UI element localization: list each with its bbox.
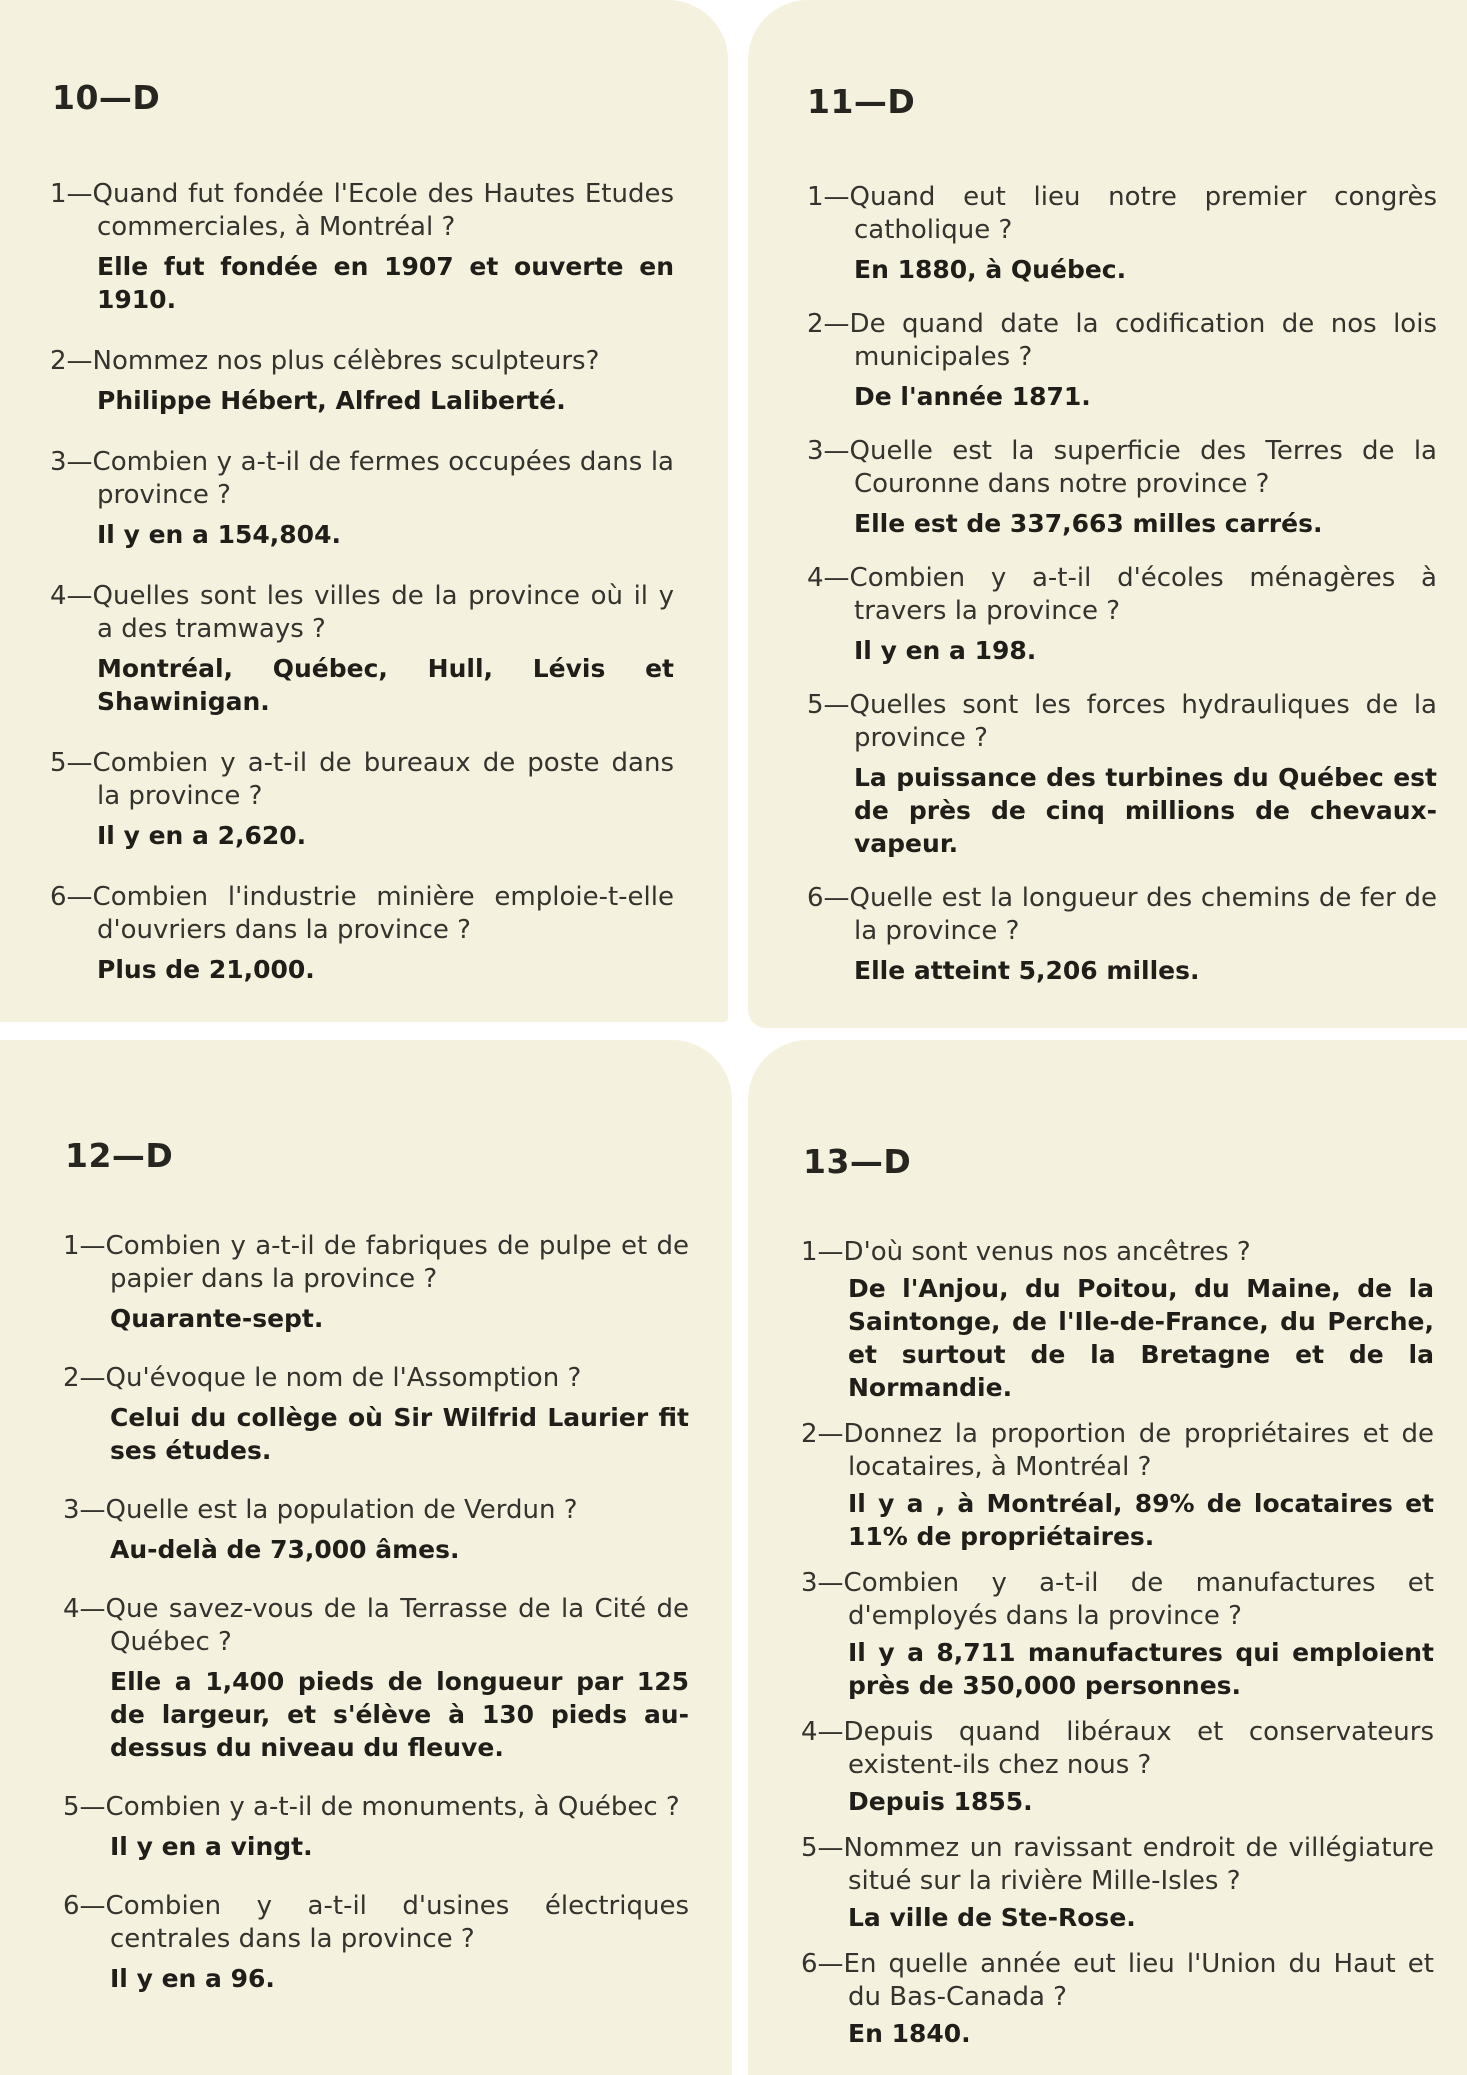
question-text: Combien y a-t-il d'écoles ménagères à travers la province ? [849,563,1437,626]
quiz-card-10 [0,0,728,1022]
question-number: 5— [801,1833,844,1863]
qa-item [807,689,1437,860]
question-number: 1— [801,1237,844,1267]
question [63,1362,689,1395]
question-text: Quand eut lieu notre premier congrès catholique ? [849,182,1437,245]
qa-item [50,345,674,417]
question [807,308,1437,374]
question-text: Combien y a-t-il de manufactures et d'employés dans la province ? [843,1568,1434,1631]
question [63,1890,689,1956]
question-text: Combien y a-t-il de fermes occupées dans la province ? [92,447,674,510]
qa-item [50,881,674,986]
answer: Celui du collège où Sir Wilfrid Laurier fit ses études. [110,1403,689,1465]
answer: Elle est de 337,663 milles carrés. [854,509,1323,538]
qa-item [63,1362,689,1467]
question-text: Depuis quand libéraux et conservateurs existent-ils chez nous ? [843,1717,1434,1780]
answer: Montréal, Québec, Hull, Lévis et Shawinigan. [97,654,674,716]
question-text: Que savez-vous de la Terrasse de la Cité de Québec ? [105,1594,689,1657]
question-text: Nommez nos plus célèbres sculpteurs? [92,346,600,376]
question-number: 6— [63,1891,106,1921]
question-list [50,178,674,1015]
quiz-card-11 [748,0,1467,1028]
qa-item [801,1567,1434,1702]
question [801,1948,1434,2014]
qa-item [801,1832,1434,1934]
question [63,1791,689,1824]
question [50,747,674,813]
question [50,178,674,244]
question-text: Combien y a-t-il de bureaux de poste dans la province ? [92,748,674,811]
qa-item [801,1948,1434,2050]
question-number: 3— [63,1495,106,1525]
qa-item [807,882,1437,987]
question [63,1593,689,1659]
question-text: En quelle année eut lieu l'Union du Haut et du Bas-Canada ? [843,1949,1434,2012]
question-number: 4— [807,563,850,593]
question-list [801,1236,1434,2064]
question-text: Combien y a-t-il d'usines électriques centrales dans la province ? [105,1891,689,1954]
question-text: Combien y a-t-il de monuments, à Québec ? [105,1792,680,1822]
question [801,1418,1434,1484]
answer: La ville de Ste-Rose. [848,1903,1136,1932]
question-number: 5— [807,690,850,720]
question-number: 4— [801,1717,844,1747]
question-number: 3— [50,447,93,477]
answer: Il y a 8,711 manufactures qui emploient près de 350,000 personnes. [848,1638,1434,1700]
answer: Elle a 1,400 pieds de longueur par 125 de largeur, et s'élève à 130 pieds au-dessus du niveau du fleuve. [110,1667,689,1762]
answer: Il y en a 198. [854,636,1037,665]
question-number: 2— [807,309,850,339]
question [63,1494,689,1527]
card-title: 13—D [803,1142,912,1181]
answer: De l'Anjou, du Poitou, du Maine, de la Saintonge, de l'Ile-de-France, du Perche, et surtout de la Bretagne et de la Normandie. [848,1274,1434,1402]
question-number: 4— [63,1594,106,1624]
question-list [63,1230,689,2022]
question-text: Combien l'industrie minière emploie-t-elle d'ouvriers dans la province ? [92,882,674,945]
question-text: Quelles sont les forces hydrauliques de la province ? [849,690,1437,753]
answer: Plus de 21,000. [97,955,315,984]
question-number: 1— [63,1231,106,1261]
question-text: Donnez la proportion de propriétaires et de locataires, à Montréal ? [843,1419,1434,1482]
question-text: Quelle est la longueur des chemins de fer de la province ? [849,883,1437,946]
answer: En 1880, à Québec. [854,255,1127,284]
answer: Elle atteint 5,206 milles. [854,956,1200,985]
card-title: 12—D [65,1136,174,1175]
question [801,1832,1434,1898]
question-number: 5— [63,1792,106,1822]
answer: Il y en a 96. [110,1964,275,1993]
quiz-card-13 [748,1040,1467,2075]
question-number: 2— [801,1419,844,1449]
qa-item [50,446,674,551]
question-number: 6— [801,1949,844,1979]
question-text: Quelle est la superficie des Terres de la Couronne dans notre province ? [849,436,1437,499]
question-list [807,181,1437,1009]
question-text: D'où sont venus nos ancêtres ? [843,1237,1251,1267]
answer: La puissance des turbines du Québec est de près de cinq millions de chevaux-vapeur. [854,763,1437,858]
qa-item [807,308,1437,413]
answer: Il y en a 2,620. [97,821,307,850]
card-title: 10—D [52,78,161,117]
qa-item [807,562,1437,667]
answer: Elle fut fondée en 1907 et ouverte en 1910. [97,252,674,314]
qa-item [50,580,674,718]
question [50,345,674,378]
question [801,1567,1434,1633]
question [807,181,1437,247]
question-number: 1— [50,179,93,209]
answer: Au-delà de 73,000 âmes. [110,1535,460,1564]
answer: De l'année 1871. [854,382,1091,411]
question [807,435,1437,501]
qa-item [801,1418,1434,1553]
question-text: Quand fut fondée l'Ecole des Hautes Etudes commerciales, à Montréal ? [92,179,674,242]
question [801,1236,1434,1269]
qa-item [801,1236,1434,1404]
answer: Depuis 1855. [848,1787,1033,1816]
question-number: 1— [807,182,850,212]
answer: Quarante-sept. [110,1304,324,1333]
question [63,1230,689,1296]
quiz-card-12 [0,1040,732,2075]
question [807,689,1437,755]
question-number: 2— [63,1363,106,1393]
answer: Il y en a vingt. [110,1832,313,1861]
qa-item [50,747,674,852]
question-text: Combien y a-t-il de fabriques de pulpe et de papier dans la province ? [105,1231,689,1294]
question-number: 6— [50,882,93,912]
qa-item [63,1791,689,1863]
question-text: Quelles sont les villes de la province où il y a des tramways ? [92,581,674,644]
question-text: Qu'évoque le nom de l'Assomption ? [105,1363,582,1393]
question-number: 3— [801,1568,844,1598]
question-text: Quelle est la population de Verdun ? [105,1495,578,1525]
answer: Il y en a 154,804. [97,520,341,549]
card-title: 11—D [807,82,916,121]
question-number: 4— [50,581,93,611]
question-text: Nommez un ravissant endroit de villégiature situé sur la rivière Mille-Isles ? [843,1833,1434,1896]
qa-item [63,1593,689,1764]
question-number: 3— [807,436,850,466]
question [801,1716,1434,1782]
qa-item [807,181,1437,286]
qa-item [801,1716,1434,1818]
qa-item [50,178,674,316]
question [50,881,674,947]
question-number: 2— [50,346,93,376]
answer: Il y a , à Montréal, 89% de locataires et 11% de propriétaires. [848,1489,1434,1551]
question-text: De quand date la codification de nos lois municipales ? [849,309,1437,372]
question-number: 5— [50,748,93,778]
question-number: 6— [807,883,850,913]
qa-item [63,1494,689,1566]
qa-item [63,1890,689,1995]
question [50,580,674,646]
answer: En 1840. [848,2019,971,2048]
question [807,882,1437,948]
question [50,446,674,512]
answer: Philippe Hébert, Alfred Laliberté. [97,386,566,415]
qa-item [807,435,1437,540]
qa-item [63,1230,689,1335]
question [807,562,1437,628]
